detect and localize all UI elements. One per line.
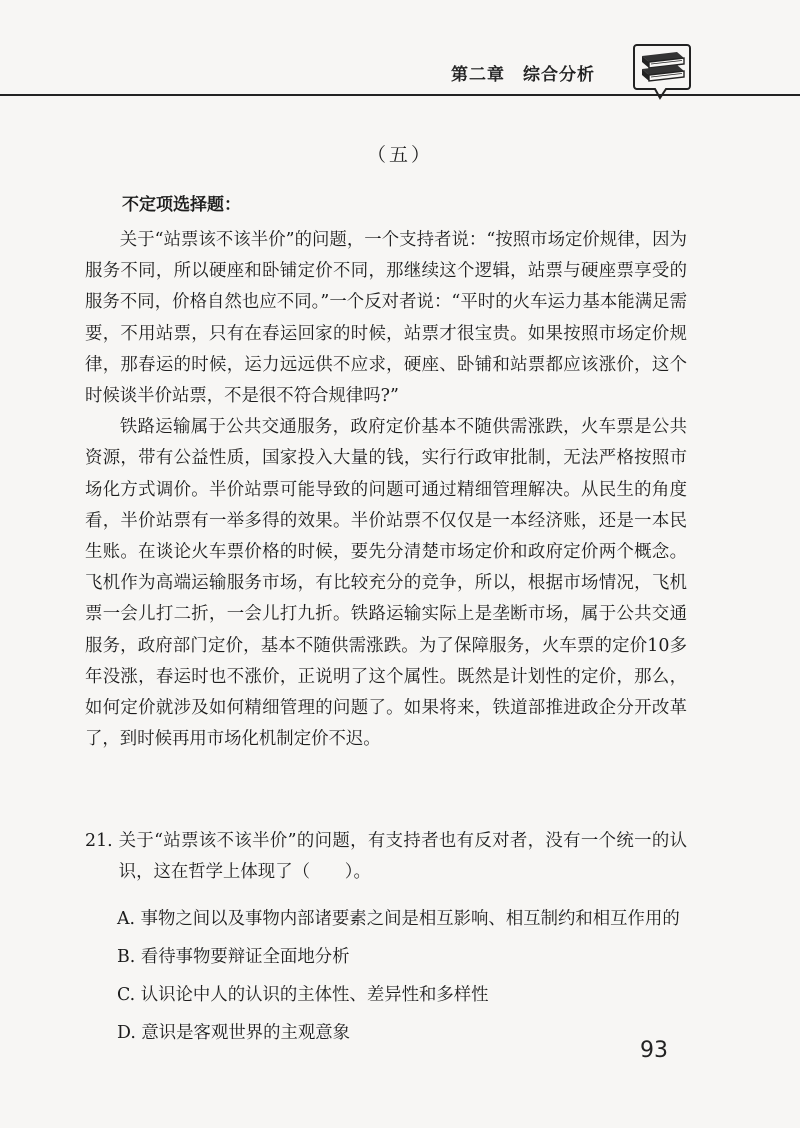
reading-passage bbox=[85, 225, 687, 755]
section-title: （五） bbox=[366, 144, 433, 166]
question-stem bbox=[85, 826, 687, 888]
chapter-title: 第二章 综合分析 bbox=[451, 65, 595, 85]
question-21 bbox=[85, 826, 687, 1052]
question-number: 21. bbox=[85, 831, 113, 851]
passage-paragraph: 铁路运输属于公共交通服务，政府定价基本不随供需涨跌，火车票是公共资源，带有公益性质，国家投入大量的钱，实行行政审批制，无法严格按照市场化方式调价。半价站票可能导致的问题可通过精细管理解决。从民生的角度看，半价站票有一举多得的效果。半价站票不仅仅是一本经济账，还是一本民生账。在谈论火车票价格的时候，要先分清楚市场定价和政府定价两个概念。飞机作为高端运输服务市场，有比较充分的竞争，所以，根据市场情况，飞机票一会儿打二折，一会儿打九折。铁路运输实际上是垄断市场，属于公共交通服务，政府部门定价，基本不随供需涨跌。为了保障服务，火车票的定价10多年没涨，春运时也不涨价，正说明了这个属性。既然是计划性的定价，那么，如何定价就涉及如何精细管理的问题了。如果将来，铁道部推进政企分开改革了，到时候再用市场化机制定价不迟。 bbox=[85, 417, 687, 750]
answer-options bbox=[85, 900, 687, 1052]
passage-paragraph: 关于“站票该不该半价”的问题，一个支持者说：“按照市场定价规律，因为服务不同，所以硬座和卧铺定价不同，那继续这个逻辑，站票与硬座票享受的服务不同，价格自然也应不同。”一个反对者说：“平时的火车运力基本能满足需要，不用站票，只有在春运回家的时候，站票才很宝贵。如果按照市场定价规律，那春运的时候，运力远远供不应求，硬座、卧铺和站票都应该涨价，这个时候谈半价站票，不是很不符合规律吗?” bbox=[85, 230, 687, 407]
option-b: B. 看待事物要辩证全面地分析 bbox=[117, 947, 350, 968]
option-c: C. 认识论中人的认识的主体性、差异性和多样性 bbox=[117, 985, 489, 1006]
option-d: D. 意识是客观世界的主观意象 bbox=[117, 1023, 351, 1044]
question-type-heading: 不定项选择题： bbox=[122, 195, 241, 215]
page-number: 93 bbox=[640, 1038, 668, 1063]
question-text: 关于“站票该不该半价”的问题，有支持者也有反对者，没有一个统一的认识，这在哲学上体现了（ ）。 bbox=[118, 831, 687, 883]
header-divider bbox=[0, 94, 800, 96]
option-a: A. 事物之间以及事物内部诸要素之间是相互影响、相互制约和相互作用的 bbox=[117, 909, 680, 930]
